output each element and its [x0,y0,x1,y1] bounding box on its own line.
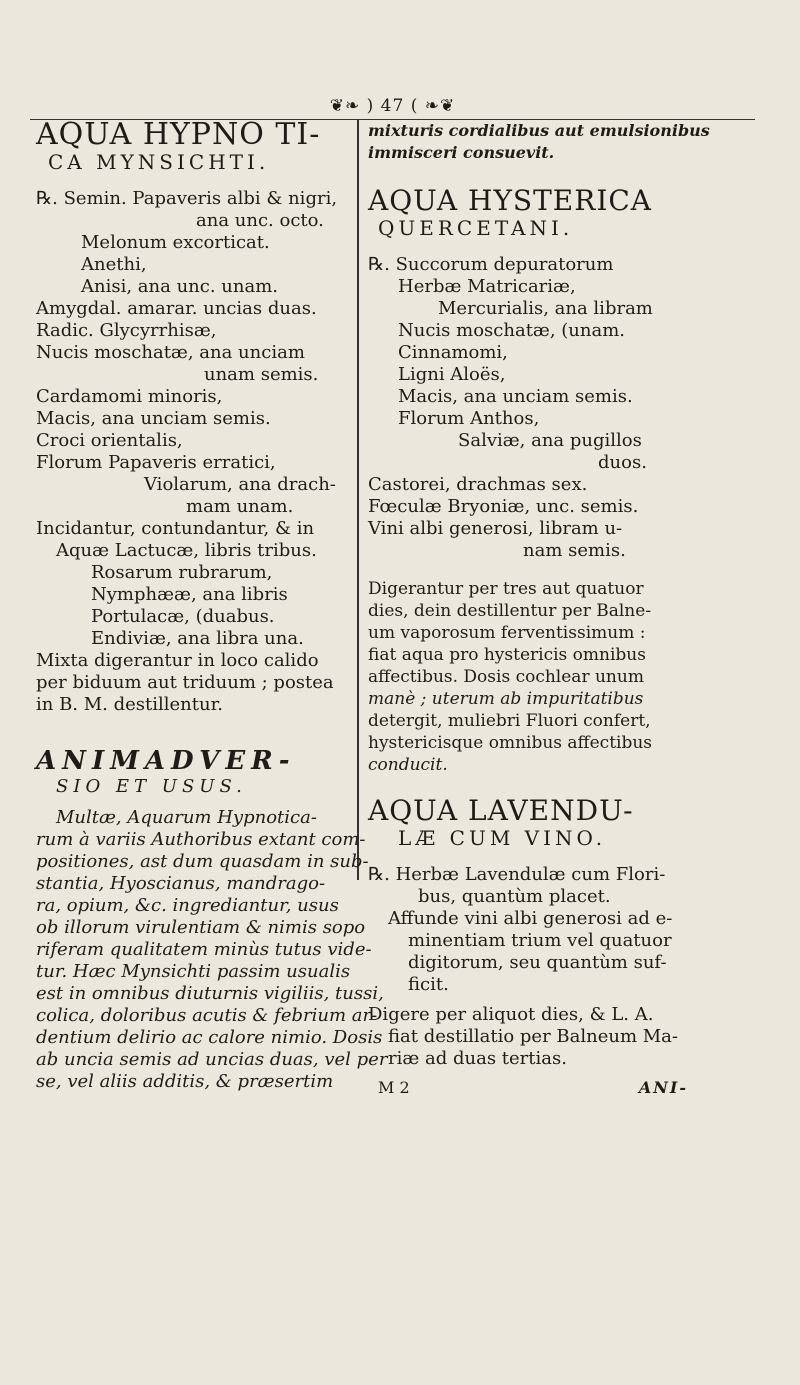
paragraph-line: rum à variis Authoribus extant com- [36,829,366,850]
paragraph-line: fiat aqua pro hystericis omnibus [368,645,646,665]
paragraph-line: conducit. [368,755,448,775]
paragraph-line: um vaporosum ferventissimum : [368,623,646,643]
recipe-line: Radic. Glycyrrhisæ, [36,320,217,341]
title-cum-vino: LÆ CUM VINO. [398,826,607,850]
recipe-line: Aquæ Lactucæ, libris tribus. [56,540,317,561]
recipe-line: Affunde vini albi generosi ad e- [388,908,673,929]
recipe-line: unam semis. [204,364,319,385]
recipe-line: Salviæ, ana pugillos [458,430,642,451]
recipe-line: mam unam. [186,496,294,517]
paragraph-line: se, vel aliis additis, & præsertim [36,1071,334,1092]
paragraph-line: Multæ, Aquarum Hypnotica- [56,807,317,828]
paragraph-line: affectibus. Dosis cochlear unum [368,667,644,687]
recipe-line: in B. M. destillentur. [36,694,223,715]
title-mynsichti: CA MYNSICHTI. [48,150,270,174]
recipe-line: Anethi, [81,254,147,275]
section-heading-animadversio: ANIMADVER- [36,746,296,776]
recipe-line: Cinnamomi, [398,342,508,363]
recipe-line: bus, quantùm placet. [418,886,611,907]
recipe-line: Rosarum rubrarum, [91,562,273,583]
ornament-left: ❦❧ ) [329,96,375,116]
recipe-line: Anisi, ana unc. unam. [81,276,278,297]
recipe-line: Florum Papaveris erratici, [36,452,276,473]
recipe-line: Mixta digerantur in loco calido [36,650,319,671]
page-footer [368,1078,688,1102]
recipe-line: riæ ad duas tertias. [388,1048,567,1069]
recipe-line: duos. [598,452,647,473]
paragraph-line: Digerantur per tres aut quatuor [368,579,644,599]
title-aqua-lavendulae: AQUA LAVENDU- [368,794,634,827]
recipe-line: Macis, ana unciam semis. [36,408,271,429]
paragraph-line: manè ; uterum ab impuritatibus [368,689,644,709]
recipe-line: Portulacæ, (duabus. [91,606,275,627]
title-aqua-hysterica: AQUA HYSTERICA [368,184,653,217]
recipe-line: Castorei, drachmas sex. [368,474,588,495]
page-number: 47 [380,96,405,116]
recipe-line: minentiam trium vel quatuor [408,930,672,951]
section-heading-usus: SIO ET USUS. [56,776,247,797]
paragraph-line: dentium delirio ac calore nimio. Dosis [36,1027,383,1048]
paragraph-line: stantia, Hyoscianus, mandrago- [36,873,326,894]
paragraph-line: riferam qualitatem minùs tutus vide- [36,939,372,960]
recipe-line: digitorum, seu quantùm suf- [408,952,667,973]
recipe-line: Florum Anthos, [398,408,540,429]
paragraph-line: detergit, muliebri Fluori confert, [368,711,651,731]
recipe-line: fiat destillatio per Balneum Ma- [388,1026,678,1047]
recipe-line: Nucis moschatæ, (unam. [398,320,626,341]
recipe-line: Violarum, ana drach- [144,474,336,495]
paragraph-line: ob illorum virulentiam & nimis sopo [36,917,366,938]
recipe-line: ficit. [408,974,449,995]
title-aqua-hypnotica: AQUA HYPNO TI- [36,117,321,152]
recipe-line: Fœculæ Bryoniæ, unc. semis. [368,496,639,517]
paragraph-line: tur. Hæc Mynsichti passim usualis [36,961,351,982]
recipe-line: Incidantur, contundantur, & in [36,518,315,539]
recipe-line: Croci orientalis, [36,430,183,451]
recipe-line: Ligni Aloës, [398,364,506,385]
recipe-line: ana unc. octo. [196,210,324,231]
paragraph-line: colica, doloribus acutis & febrium ar- [36,1005,378,1026]
paragraph-line: hystericisque omnibus affectibus [368,733,653,753]
recipe-line: Digere per aliquot dies, & L. A. [368,1004,654,1025]
signature-mark: M 2 [378,1078,410,1097]
recipe-line: Nymphææ, ana libris [91,584,288,605]
recipe-line: ℞. Semin. Papaveris albi & nigri, [36,188,338,209]
recipe-line: Cardamomi minoris, [36,386,223,407]
right-column [368,120,710,1102]
title-quercetani: QUERCETANI. [378,216,574,240]
recipe-line: ℞. Herbæ Lavendulæ cum Flori- [368,864,666,885]
recipe-line: Nucis moschatæ, ana unciam [36,342,305,363]
recipe-line: Melonum excorticat. [81,232,270,253]
header-text [324,96,462,116]
intro-line: mixturis cordialibus aut emulsionibus [368,121,710,140]
left-column [36,117,388,1093]
recipe-line: Mercurialis, ana libram [438,298,653,319]
recipe-line: ℞. Succorum depuratorum [368,254,614,275]
recipe-line: per biduum aut triduum ; postea [36,672,334,693]
recipe-line: Amygdal. amarar. uncias duas. [36,298,317,319]
paragraph-line: dies, dein destillentur per Balne- [368,601,652,621]
paragraph-line: est in omnibus diuturnis vigiliis, tussi, [36,983,384,1004]
catchword: ANI- [638,1078,688,1097]
paragraph-line: ra, opium, &c. ingrediantur, usus [36,895,339,916]
intro-line: immisceri consuevit. [368,143,555,162]
column-divider [357,120,359,880]
paragraph-line: ab uncia semis ad uncias duas, vel per [36,1049,388,1070]
paragraph-line: positiones, ast dum quasdam in sub- [36,851,369,872]
recipe-line: Vini albi generosi, libram u- [368,518,623,539]
ornament-right: ( ❧❦ [410,96,456,116]
recipe-line: Endiviæ, ana libra una. [91,628,304,649]
recipe-line: Herbæ Matricariæ, [398,276,576,297]
recipe-line: Macis, ana unciam semis. [398,386,633,407]
recipe-line: nam semis. [523,540,626,561]
